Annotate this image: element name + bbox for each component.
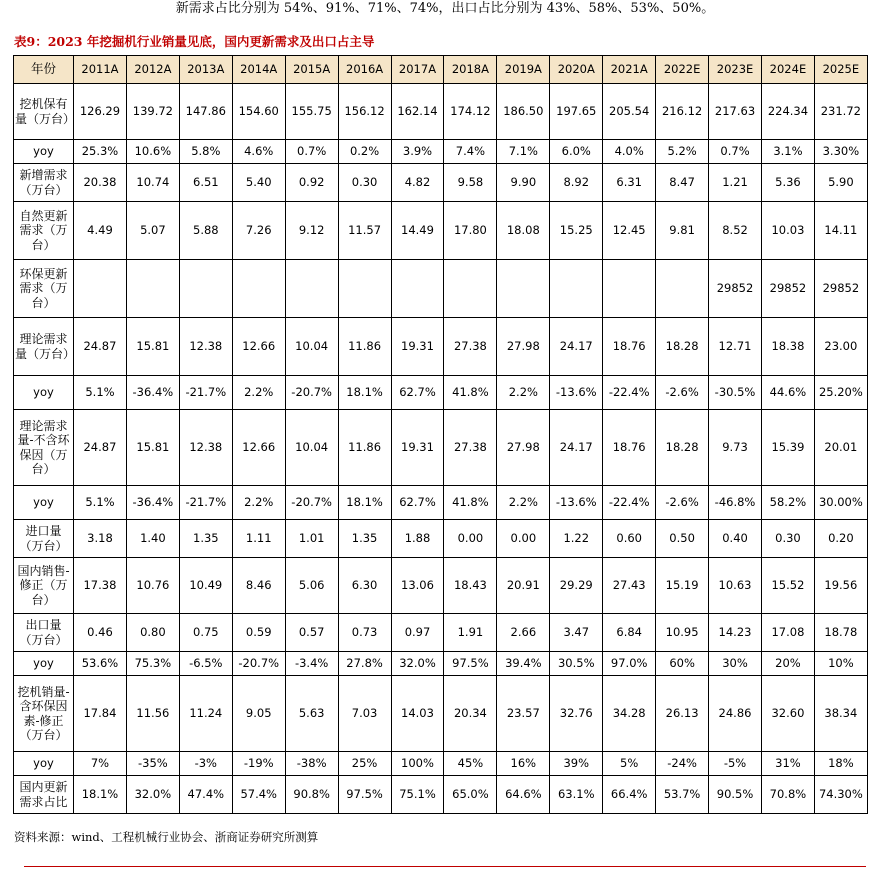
table-cell: 5.1% [74,376,127,410]
table-cell: 75.1% [391,776,444,814]
table-cell: -19% [232,752,285,776]
table-title: 表9：2023 年挖掘机行业销量见底，国内更新需求及出口占主导 [14,34,375,49]
table-row [14,260,868,318]
table-cell: 0.92 [285,164,338,202]
table-cell: 205.54 [603,84,656,140]
table-cell: 5.63 [285,676,338,752]
table-cell: 216.12 [656,84,709,140]
table-cell: 74.30% [814,776,867,814]
table-cell: 41.8% [444,486,497,520]
table-cell: 16% [497,752,550,776]
row-label: 新增需求（万台） [14,164,74,202]
table-cell: 0.7% [709,140,762,164]
table-cell: 5.07 [126,202,179,260]
table-cell: -2.6% [656,486,709,520]
table-cell: 197.65 [550,84,603,140]
table-cell: 7.03 [338,676,391,752]
table-cell: 12.66 [232,410,285,486]
table-cell: 7.4% [444,140,497,164]
table-cell: 39.4% [497,652,550,676]
year-header: 2023E [709,56,762,84]
table-cell: 14.23 [709,614,762,652]
table-cell: 23.00 [814,318,867,376]
table-cell: 1.21 [709,164,762,202]
table-cell: 20% [761,652,814,676]
table-cell: -20.7% [285,486,338,520]
row-label: 进口量（万台） [14,520,74,558]
year-header: 2011A [74,56,127,84]
table-cell: 5.2% [656,140,709,164]
row-label: 理论需求量（万台） [14,318,74,376]
table-row [14,614,868,652]
table-cell: -5% [709,752,762,776]
table-cell: 29.29 [550,558,603,614]
table-cell: 19.31 [391,318,444,376]
table-cell: 10.6% [126,140,179,164]
table-cell: 27.38 [444,410,497,486]
table-cell: 15.52 [761,558,814,614]
table-cell: 2.2% [232,486,285,520]
table-cell [126,260,179,318]
table-cell: 11.86 [338,318,391,376]
table-cell: 8.47 [656,164,709,202]
table-cell: 0.60 [603,520,656,558]
table-cell: 4.6% [232,140,285,164]
row-label: yoy [14,652,74,676]
table-row [14,752,868,776]
table-cell: 20.34 [444,676,497,752]
table-cell: 6.0% [550,140,603,164]
table-cell: 17.84 [74,676,127,752]
table-cell: 5.36 [761,164,814,202]
year-header: 2014A [232,56,285,84]
table-cell: 1.11 [232,520,285,558]
table-cell: 11.86 [338,410,391,486]
table-row [14,558,868,614]
table-cell: 9.73 [709,410,762,486]
table-cell: 0.2% [338,140,391,164]
table-row [14,140,868,164]
table-cell: 6.31 [603,164,656,202]
intro-text: 新需求占比分别为 54%、91%、71%、74%，出口占比分别为 43%、58%、53%、50%。 [175,1,715,16]
table-cell: 38.34 [814,676,867,752]
table-cell [179,260,232,318]
table-cell: -30.5% [709,376,762,410]
table-row [14,84,868,140]
table-cell: 147.86 [179,84,232,140]
table-cell: 1.22 [550,520,603,558]
table-cell: 126.29 [74,84,127,140]
table-cell: 9.81 [656,202,709,260]
table-cell: 29852 [814,260,867,318]
table-cell: -38% [285,752,338,776]
table-cell: 11.57 [338,202,391,260]
table-cell: 18.1% [338,376,391,410]
table-cell: 224.34 [761,84,814,140]
row-label: yoy [14,752,74,776]
table-cell: 65.0% [444,776,497,814]
table-cell: 6.30 [338,558,391,614]
table-cell: 30% [709,652,762,676]
table-cell: 1.35 [338,520,391,558]
table-cell: 12.38 [179,410,232,486]
table-cell: 24.17 [550,318,603,376]
table-cell: 32.76 [550,676,603,752]
table-cell: 0.7% [285,140,338,164]
table-cell: 5.06 [285,558,338,614]
table-cell: 154.60 [232,84,285,140]
table-cell: 47.4% [179,776,232,814]
table-cell: 18.1% [338,486,391,520]
year-header: 2019A [497,56,550,84]
table-cell: 8.46 [232,558,285,614]
table-cell: 10.03 [761,202,814,260]
table-cell: 10.76 [126,558,179,614]
table-cell: 0.20 [814,520,867,558]
table-cell: 10.04 [285,410,338,486]
table-cell: 9.90 [497,164,550,202]
table-cell: -20.7% [232,652,285,676]
table-cell: 0.59 [232,614,285,652]
table-cell: 10.63 [709,558,762,614]
table-cell: -6.5% [179,652,232,676]
table-cell: -36.4% [126,486,179,520]
table-cell: -36.4% [126,376,179,410]
table-cell [74,260,127,318]
table-cell: -22.4% [603,486,656,520]
table-cell: 162.14 [391,84,444,140]
table-cell: 29852 [709,260,762,318]
table-row [14,486,868,520]
table-cell: 20.91 [497,558,550,614]
table-cell: 0.30 [338,164,391,202]
table-cell: 11.24 [179,676,232,752]
table-cell: 0.75 [179,614,232,652]
table-cell: 12.38 [179,318,232,376]
table-cell: 6.51 [179,164,232,202]
table-cell: 12.66 [232,318,285,376]
table-cell: 34.28 [603,676,656,752]
table-cell: -13.6% [550,376,603,410]
table-cell: 90.8% [285,776,338,814]
year-header: 2025E [814,56,867,84]
table-cell: 9.58 [444,164,497,202]
table-cell: 2.2% [232,376,285,410]
table-row [14,776,868,814]
table-cell: -22.4% [603,376,656,410]
table-cell: 32.0% [126,776,179,814]
table-cell: 15.19 [656,558,709,614]
table-cell: 6.84 [603,614,656,652]
year-header: 2015A [285,56,338,84]
row-label: 自然更新需求（万台） [14,202,74,260]
table-cell: 18.28 [656,410,709,486]
table-cell: 7% [74,752,127,776]
table-cell: 2.2% [497,486,550,520]
table-cell: 31% [761,752,814,776]
table-cell: 8.92 [550,164,603,202]
table-cell: 3.9% [391,140,444,164]
table-cell: 4.82 [391,164,444,202]
row-label: 出口量（万台） [14,614,74,652]
table-cell [656,260,709,318]
table-cell: 0.73 [338,614,391,652]
table-cell: 231.72 [814,84,867,140]
year-header: 2012A [126,56,179,84]
table-cell: 0.80 [126,614,179,652]
table-cell: 24.87 [74,410,127,486]
year-header: 2020A [550,56,603,84]
year-header: 2024E [761,56,814,84]
table-cell [285,260,338,318]
table-cell: -20.7% [285,376,338,410]
table-cell: 97.5% [444,652,497,676]
table-cell: 32.60 [761,676,814,752]
table-cell: 8.52 [709,202,762,260]
table-cell: 18.43 [444,558,497,614]
table-cell: 15.39 [761,410,814,486]
table-cell: 0.00 [497,520,550,558]
table-row [14,376,868,410]
table-cell: 58.2% [761,486,814,520]
table-cell: -35% [126,752,179,776]
table-cell: 2.66 [497,614,550,652]
table-cell: 27.38 [444,318,497,376]
table-cell: 7.26 [232,202,285,260]
table-cell: 97.5% [338,776,391,814]
row-label: 环保更新需求（万台） [14,260,74,318]
table-cell: 18.38 [761,318,814,376]
table-cell: 14.49 [391,202,444,260]
table-cell: 10% [814,652,867,676]
table-cell: 29852 [761,260,814,318]
table-cell: 27.8% [338,652,391,676]
table-cell: 217.63 [709,84,762,140]
table-cell: 3.30% [814,140,867,164]
table-cell: 1.01 [285,520,338,558]
table-cell: 15.81 [126,410,179,486]
table-cell: 18.76 [603,318,656,376]
year-header: 2018A [444,56,497,84]
table-cell: -46.8% [709,486,762,520]
table-cell: -24% [656,752,709,776]
table-cell: 41.8% [444,376,497,410]
table-cell: 53.6% [74,652,127,676]
table-cell: 25.3% [74,140,127,164]
table-cell: 186.50 [497,84,550,140]
table-cell: 5.90 [814,164,867,202]
row-label: 理论需求量-不含环保因（万台） [14,410,74,486]
table-cell: 18.1% [74,776,127,814]
table-cell: 27.43 [603,558,656,614]
table-cell: 64.6% [497,776,550,814]
table-row [14,676,868,752]
table-cell: 155.75 [285,84,338,140]
table-cell: 10.74 [126,164,179,202]
corner-label: 年份 [14,56,74,84]
table-cell [497,260,550,318]
table-cell: -3% [179,752,232,776]
table-cell: 0.30 [761,520,814,558]
table-cell: 2.2% [497,376,550,410]
table-row [14,410,868,486]
table-cell: 5.88 [179,202,232,260]
table-cell: 90.5% [709,776,762,814]
table-cell: 0.97 [391,614,444,652]
table-cell: 156.12 [338,84,391,140]
table-cell: 32.0% [391,652,444,676]
table-cell: 5.8% [179,140,232,164]
table-cell: 4.49 [74,202,127,260]
table-cell: 9.05 [232,676,285,752]
row-label: 挖机保有量（万台） [14,84,74,140]
year-header: 2016A [338,56,391,84]
row-label: 国内销售-修正（万台） [14,558,74,614]
table-row [14,520,868,558]
year-header: 2017A [391,56,444,84]
year-header: 2022E [656,56,709,84]
table-cell: 18.76 [603,410,656,486]
table-cell: 19.56 [814,558,867,614]
table-cell: 60% [656,652,709,676]
table-cell: -21.7% [179,376,232,410]
table-cell: 24.87 [74,318,127,376]
table-cell: 12.71 [709,318,762,376]
row-label: yoy [14,376,74,410]
table-cell: 3.18 [74,520,127,558]
table-cell: 10.49 [179,558,232,614]
table-cell: 24.86 [709,676,762,752]
table-cell: 1.88 [391,520,444,558]
table-cell: 30.00% [814,486,867,520]
table-cell: 18.08 [497,202,550,260]
table-cell: 17.08 [761,614,814,652]
table-cell: 7.1% [497,140,550,164]
table-cell: 20.01 [814,410,867,486]
table-cell: 19.31 [391,410,444,486]
table-cell: 53.7% [656,776,709,814]
table-cell: -3.4% [285,652,338,676]
table-cell: 18.78 [814,614,867,652]
table-cell: 0.57 [285,614,338,652]
table-cell: 1.35 [179,520,232,558]
table-cell: 62.7% [391,486,444,520]
table-cell: 25.20% [814,376,867,410]
table-cell [391,260,444,318]
table-cell: 10.95 [656,614,709,652]
table-cell [338,260,391,318]
table-row [14,164,868,202]
row-label: yoy [14,486,74,520]
table-cell: 27.98 [497,410,550,486]
table-cell: 62.7% [391,376,444,410]
row-label: yoy [14,140,74,164]
row-label: 挖机销量-含环保因素-修正（万台） [14,676,74,752]
table-cell: 39% [550,752,603,776]
table-cell: 63.1% [550,776,603,814]
table-cell: 44.6% [761,376,814,410]
header-row [14,56,868,84]
table-cell: 3.47 [550,614,603,652]
table-cell: 1.40 [126,520,179,558]
table-cell: 174.12 [444,84,497,140]
table-cell: 14.03 [391,676,444,752]
table-row [14,652,868,676]
table-cell: -21.7% [179,486,232,520]
table-cell: 0.46 [74,614,127,652]
year-header: 2021A [603,56,656,84]
table-cell: 57.4% [232,776,285,814]
table-cell: 14.11 [814,202,867,260]
table-cell: 20.38 [74,164,127,202]
year-header: 2013A [179,56,232,84]
table-cell: 0.40 [709,520,762,558]
footer-divider [24,866,866,867]
table-cell: 17.80 [444,202,497,260]
table-cell: 25% [338,752,391,776]
table-cell: 4.0% [603,140,656,164]
table-cell: -2.6% [656,376,709,410]
table-cell: 9.12 [285,202,338,260]
table-cell [444,260,497,318]
table-cell: 18.28 [656,318,709,376]
table-cell: 13.06 [391,558,444,614]
table-cell: 0.00 [444,520,497,558]
table-cell: 11.56 [126,676,179,752]
table-cell: 17.38 [74,558,127,614]
table-cell: 30.5% [550,652,603,676]
table-cell [232,260,285,318]
table-row [14,318,868,376]
table-cell: 27.98 [497,318,550,376]
table-cell: 100% [391,752,444,776]
table-cell: 5.1% [74,486,127,520]
table-cell: -13.6% [550,486,603,520]
table-cell: 24.17 [550,410,603,486]
table-cell [550,260,603,318]
table-cell: 70.8% [761,776,814,814]
table-cell: 139.72 [126,84,179,140]
table-cell: 45% [444,752,497,776]
table-cell: 26.13 [656,676,709,752]
table-cell: 15.25 [550,202,603,260]
table-cell: 12.45 [603,202,656,260]
row-label: 国内更新需求占比 [14,776,74,814]
table-cell: 5% [603,752,656,776]
table-cell: 97.0% [603,652,656,676]
table-cell: 15.81 [126,318,179,376]
table-cell: 0.50 [656,520,709,558]
table-cell: 10.04 [285,318,338,376]
table-cell: 75.3% [126,652,179,676]
table-cell: 66.4% [603,776,656,814]
table-cell: 23.57 [497,676,550,752]
table-cell [603,260,656,318]
data-table [13,55,868,814]
table-cell: 5.40 [232,164,285,202]
table-cell: 18% [814,752,867,776]
table-cell: 1.91 [444,614,497,652]
table-row [14,202,868,260]
source-note: 资料来源：wind、工程机械行业协会、浙商证券研究所测算 [14,830,319,844]
table-cell: 3.1% [761,140,814,164]
